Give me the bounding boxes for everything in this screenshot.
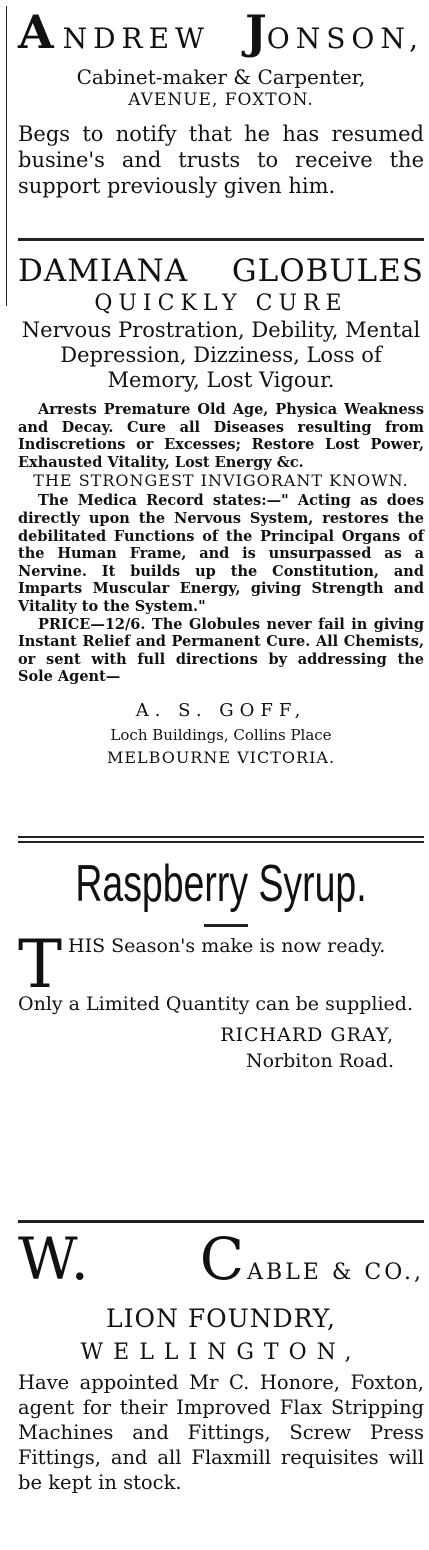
jonson-name-first: NDREW (62, 22, 210, 55)
divider-rule (18, 1220, 424, 1223)
raspberry-title: Raspberry Syrup. (75, 855, 367, 913)
agent-name: A. S. GOFF, (135, 699, 307, 721)
cable-name-rest: ABLE & CO., (247, 1260, 424, 1285)
raspberry-signer: RICHARD GRAY, (220, 1024, 394, 1046)
agent-address: Loch Buildings, Collins Place (110, 725, 332, 744)
damiana-title-left: DAMIANA (18, 253, 189, 289)
jonson-advertisement (18, 5, 424, 199)
divider-rule (18, 836, 424, 838)
cable-body: Have appointed Mr C. Honore, Foxton, agent for their Improved Flax Stripping Machines and Fittings, Screw Press Fittings, and all Flaxmill requisites will be kept in stock. (18, 1371, 424, 1494)
raspberry-line2: Only a Limited Quantity can be supplied. (18, 993, 414, 1015)
raspberry-line1: HIS Season's make is now ready. (68, 935, 386, 957)
agent-city: MELBOURNE VICTORIA. (106, 747, 336, 767)
jonson-heading (18, 5, 424, 63)
cable-foundry: LION FOUNDRY, (106, 1304, 336, 1333)
divider-rule (18, 841, 424, 843)
jonson-initial-a: A (18, 5, 54, 59)
cable-city: WELLINGTON, (80, 1340, 362, 1365)
cable-heading (18, 1225, 424, 1302)
jonson-trade: Cabinet-maker & Carpenter, (76, 65, 366, 89)
cable-advertisement (18, 1225, 424, 1495)
damiana-subtitle: QUICKLY CURE (94, 291, 348, 316)
raspberry-dropcap: T (18, 926, 63, 1003)
cable-initial-w: W. (18, 1225, 92, 1293)
damiana-para-price: PRICE—12/6. The Globules never fail in giving Instant Relief and Permanent Cure. All Chemists, or sent with full directions by addressing the Sole Agent— (18, 615, 424, 686)
cable-initial-c: C (199, 1225, 248, 1293)
raspberry-advertisement (18, 852, 424, 1074)
raspberry-signer-address: Norbiton Road. (245, 1050, 394, 1072)
damiana-para-record: The Medica Record states:—" Acting as does directly upon the Nervous System, restores the debilitated Functions of the Principal Organs of the Human Frame, and is unsurpassed as a Nervine. It builds up the Constitution, and Imparts Muscular Energy, giving Strength and Vitality to the System." (18, 492, 424, 615)
jonson-notice: Begs to notify that he has resumed busine's and trusts to receive the support previously given him. (18, 122, 424, 198)
damiana-advertisement (18, 252, 424, 770)
ornament-dash (204, 924, 248, 927)
jonson-address: AVENUE, FOXTON. (128, 90, 314, 110)
column-rule (6, 6, 7, 306)
damiana-title-right: GLOBULES (231, 253, 424, 289)
raspberry-body (18, 926, 424, 1016)
divider-rule (18, 238, 424, 241)
damiana-para-arrests: Arrests Premature Old Age, Physica Weakness and Decay. Cure all Diseases resulting from Indiscretions or Excesses; Restore Lost Power, Exhausted Vitality, Lost Energy &c. (18, 401, 424, 471)
damiana-strong-head: THE STRONGEST INVIGORANT KNOWN. (33, 471, 409, 491)
jonson-name-last: ONSON, (266, 22, 424, 55)
damiana-conditions: Nervous Prostration, Debility, Mental Depression, Dizziness, Loss of Memory, Lost Vigour. (21, 318, 421, 392)
jonson-initial-j: J (245, 5, 267, 59)
damiana-title (18, 252, 424, 290)
